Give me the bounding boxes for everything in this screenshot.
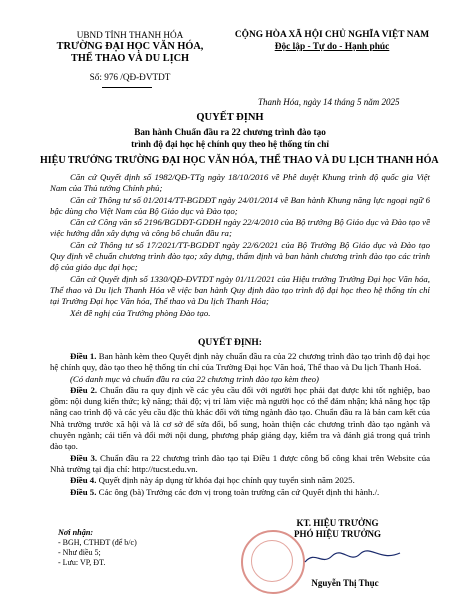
article-label: Điều 4. [70,475,97,486]
decision-heading: QUYẾT ĐỊNH: [198,338,262,348]
article-1 [50,351,430,374]
article-2 [50,385,430,453]
handwritten-signature [300,548,410,568]
basis-item: Căn cứ Quyết định số 1982/QĐ-TTg ngày 18/10/2016 về Phê duyệt Khung trình độ quốc gia Việt Nam của Thủ tướng Chính phủ; [50,172,430,194]
article-3 [50,453,430,476]
header-left-divider [102,87,152,88]
subtitle-line1: Ban hành Chuẩn đầu ra 22 chương trình đào tạo [134,127,326,137]
header-right [222,30,442,53]
legal-bases [50,172,430,319]
issuing-authority: HIỆU TRƯỞNG TRƯỜNG ĐẠI HỌC VĂN HÓA, THỂ THAO VÀ DU LỊCH THANH HÓA [40,155,439,166]
document-subtitle [90,127,370,150]
article-text: Chuẩn đầu ra 22 chương trình đào tạo tại Điều 1 được công bố công khai trên Website của Nhà trường tại địa chỉ: http://tucst.edu.vn. [50,452,430,474]
recipient-item: - Như điều 5; [58,548,101,557]
article-text: Chuẩn đầu ra quy định về các yêu cầu đối với người học phải đạt được khi tốt nghiệp, bao gồm: nội dung kiến thức; kỹ năng; thái độ; vị trí làm việc mà người học có thể đảm nhận; khả năng học tập nâng cao trình độ và các yêu cầu đặc thù khác đối với từng ngành đào tạo. Chuẩn đầu ra là bản cam kết của Nhà trường trước xã hội và là cơ sở để sửa đổi, bổ sung, hoàn thiện các chương trình đào tạo ngành và chuyên ngành; cải tiến và đổi mới nội dung, phương pháp giảng dạy, kiểm tra và đánh giá trong quá trình đào tạo. [50,384,430,452]
article-4 [50,475,430,486]
official-seal-inner-ring [251,540,293,582]
article-text: Ban hành kèm theo Quyết định này chuẩn đầu ra của 22 chương trình đào tạo trình độ đại học hệ chính quy, đào tạo theo hệ thống tín chỉ của Trường Đại học Văn hoá, Thể thao và Du lịch Thanh Hoá. [50,351,430,373]
recipients-label: Nơi nhận: [58,528,94,537]
university-name-line1: TRƯỜNG ĐẠI HỌC VĂN HÓA, [56,41,204,52]
article-text: Các ông (bà) Trưởng các đơn vị trong toàn trường căn cứ Quyết định thi hành./. [98,486,380,497]
basis-item: Xét đề nghị của Trưởng phòng Đào tạo. [70,307,211,318]
articles [50,351,430,498]
national-motto: Độc lập - Tự do - Hạnh phúc [274,41,390,52]
basis-item: Căn cứ Công văn số 2196/BGDĐT-GDĐH ngày 22/4/2010 của Bộ trưởng Bộ Giáo dục và Đào tạo về việc hướng dẫn xây dựng và công bố chuẩn đầu ra; [50,217,430,239]
article-label: Điều 5. [70,486,97,497]
university-name-line2: THỂ THAO VÀ DU LỊCH [70,53,190,64]
article-text: (Có danh mục và chuẩn đầu ra của 22 chương trình đào tạo kèm theo) [70,373,319,384]
basis-item: Căn cứ Quyết định số 1330/QĐ-ĐVTDT ngày 01/11/2021 của Hiệu trưởng Trường Đại học Văn hóa, Thể thao và Du lịch Thanh Hóa về việc ban hành Quy định đào tạo trình độ đại học theo hệ thống tín chỉ tại Trường Đại học Văn hóa, Thể thao và Du lịch Thanh Hóa; [50,273,430,307]
document-number: Số: 976 /QĐ-ĐVTDT [89,72,171,82]
article-label: Điều 1. [70,351,97,361]
document-title: QUYẾT ĐỊNH [196,112,264,123]
header-left [55,30,205,83]
recipient-item: - Lưu: VP, ĐT. [58,558,106,567]
signature-line1: KT. HIỆU TRƯỞNG [296,518,379,528]
org-name: UBND TỈNH THANH HÓA [76,30,184,40]
article-5 [50,487,430,498]
date-line: Thanh Hóa, ngày 14 tháng 5 năm 2025 [258,97,400,107]
subtitle-line2: trình độ đại học hệ chính quy theo hệ thống tín chỉ [131,138,329,149]
country-name: CỘNG HÒA XÃ HỘI CHỦ NGHĨA VIỆT NAM [234,30,430,40]
signer-name: Nguyễn Thị Thục [311,578,379,588]
signature-line2: PHÓ HIỆU TRƯỞNG [293,529,381,539]
basis-item: Căn cứ Thông tư số 17/2021/TT-BGDĐT ngày 22/6/2021 của Bộ Trưởng Bộ Giáo dục và Đào tạo Quy định về chuẩn chương trình đào tạo; xây dựng, thẩm định và ban hành chương trình đào tạo các trình độ của giáo dục đại học; [50,239,430,273]
recipient-item: - BGH, CTHĐT (để b/c) [58,538,137,547]
article-label: Điều 2. [70,384,98,395]
article-1-note [50,374,430,385]
recipients-block [58,528,218,568]
article-label: Điều 3. [70,452,98,463]
article-text: Quyết định này áp dụng từ khóa đại học chính quy tuyển sinh năm 2025. [98,475,355,486]
basis-item: Căn cứ Thông tư số 01/2014/TT-BGDĐT ngày 24/01/2014 về Ban hành Khung năng lực ngoại ngữ 6 bậc dùng cho Việt Nam của Bộ Giáo dục và Đào tạo; [50,194,430,216]
